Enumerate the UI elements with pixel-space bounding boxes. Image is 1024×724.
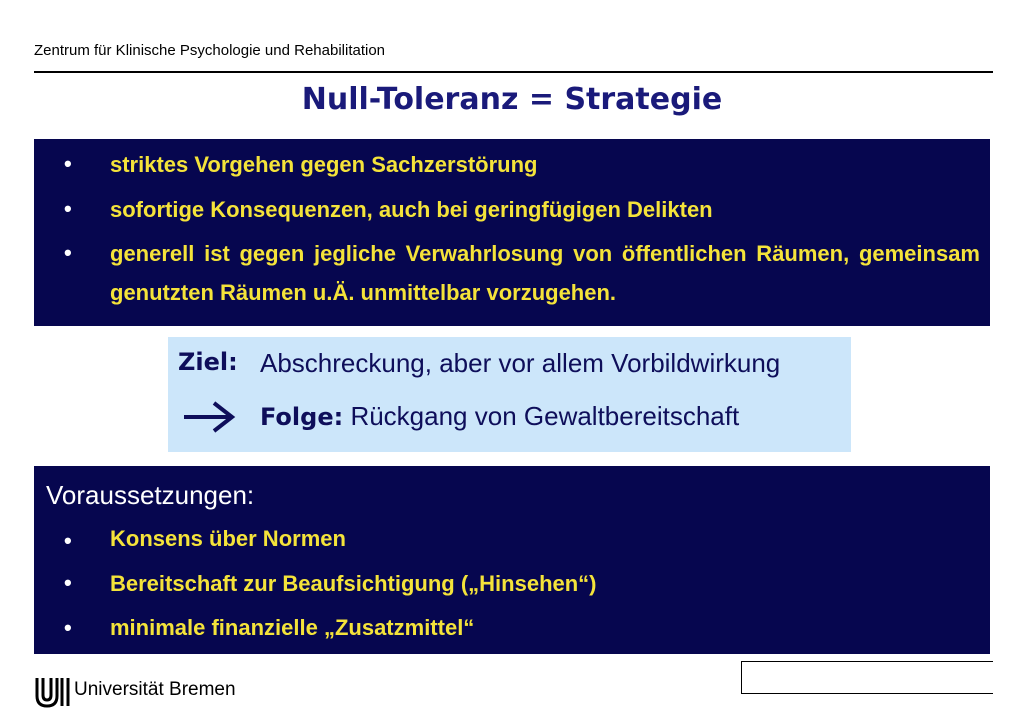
goal-box	[168, 337, 851, 452]
header-divider	[34, 71, 993, 73]
bullet-icon: •	[64, 528, 72, 553]
prerequisite-item-3: minimale finanzielle „Zusatzmittel“	[110, 615, 475, 640]
strategy-box	[34, 139, 990, 326]
bullet-icon: •	[64, 570, 72, 595]
prerequisite-item-2: Bereitschaft zur Beaufsichtigung („Hinsehen“)	[110, 571, 597, 596]
university-name: Universität Bremen	[74, 679, 236, 700]
bullet-icon: •	[64, 615, 72, 640]
folge-label: Folge:	[260, 403, 344, 431]
institution-name: Zentrum für Klinische Psychologie und Rehabilitation	[34, 42, 386, 59]
ziel-label: Ziel:	[178, 348, 238, 376]
footer-frame-left	[741, 661, 742, 694]
footer-frame-bottom	[741, 693, 993, 694]
prerequisite-item-1: Konsens über Normen	[110, 526, 346, 551]
slide-title: Null-Toleranz = Strategie	[301, 82, 723, 117]
strategy-item-2: sofortige Konsequenzen, auch bei geringfügigen Delikten	[110, 197, 713, 222]
bullet-icon: •	[64, 240, 72, 265]
strategy-item-1: striktes Vorgehen gegen Sachzerstörung	[110, 152, 538, 177]
university-bremen-logo	[34, 676, 72, 713]
strategy-item-3: generell ist gegen jegliche Verwahrlosung von öffentlichen Räumen, gemeinsam genutzten Räumen u.Ä. unmittelbar vorzugehen.	[110, 241, 980, 305]
prerequisites-box	[34, 466, 990, 654]
footer-frame-top	[741, 661, 993, 662]
ziel-text: Abschreckung, aber vor allem Vorbildwirkung	[260, 348, 781, 378]
folge-line	[260, 401, 739, 432]
folge-text: Rückgang von Gewaltbereitschaft	[350, 401, 740, 431]
right-arrow-icon	[182, 399, 238, 440]
bullet-icon: •	[64, 151, 72, 176]
bullet-icon: •	[64, 196, 72, 221]
prerequisites-heading: Voraussetzungen:	[46, 480, 255, 510]
